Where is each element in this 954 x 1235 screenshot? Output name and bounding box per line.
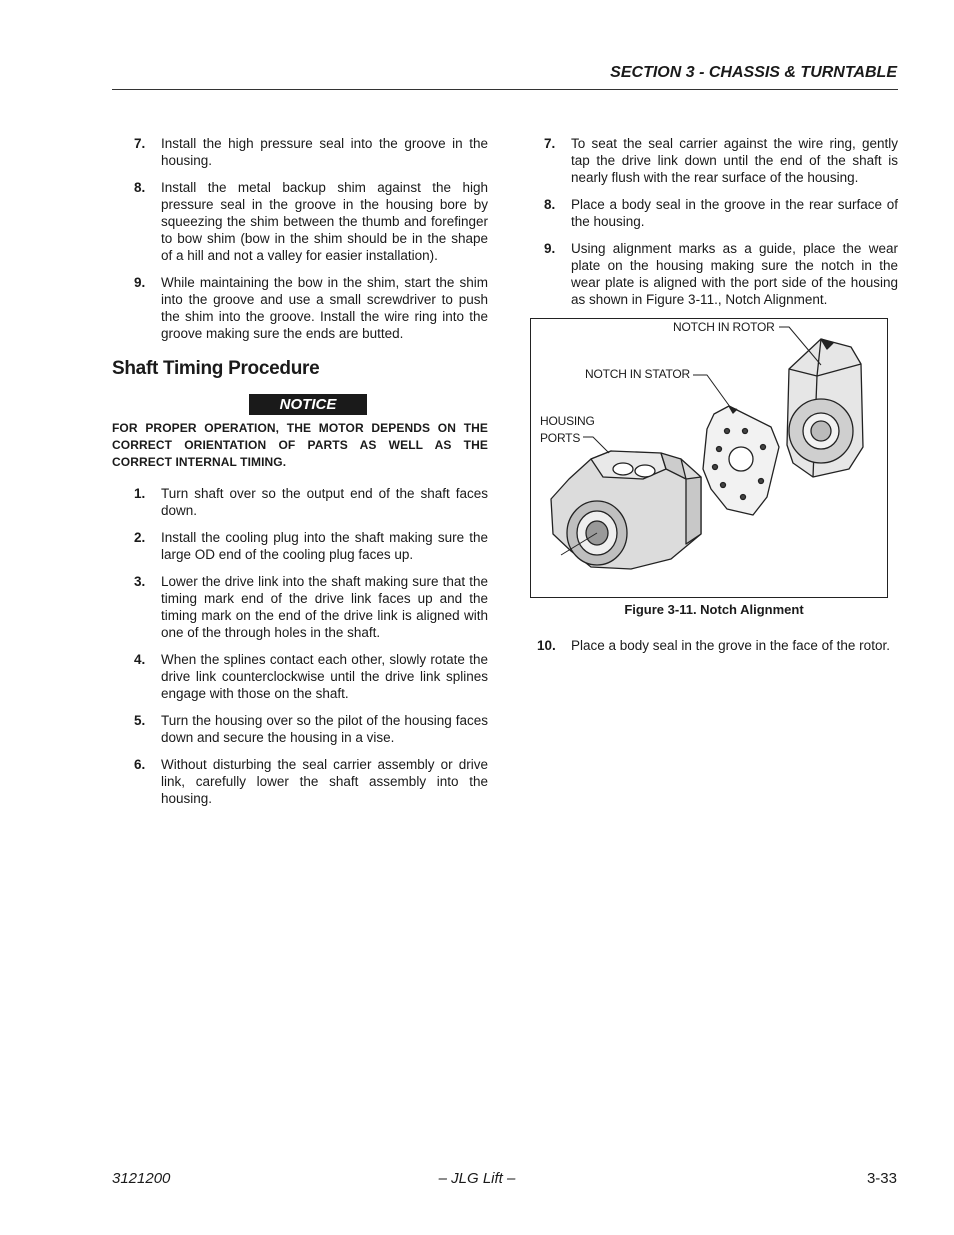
section-heading: Shaft Timing Procedure: [112, 358, 320, 379]
step-text: Lower the drive link into the shaft making sure that the timing mark end of the drive link faces up and the timing mark on the end of the drive link is aligned with one of the through holes in the shaft.: [161, 574, 488, 640]
step-text: Install the cooling plug into the shaft making sure the large OD end of the cooling plug faces up.: [161, 530, 488, 562]
motor-illustration: [531, 319, 887, 597]
step-2: [112, 529, 488, 563]
figure-notch-alignment: [530, 318, 888, 598]
step-text: When the splines contact each other, slowly rotate the drive link counterclockwise until the drive link splines engage with those on the shaft.: [161, 652, 488, 701]
label-housing: HOUSING: [540, 414, 595, 428]
step-9-right: [530, 240, 898, 308]
stator-plate: [703, 406, 779, 515]
step-number: 7.: [134, 136, 146, 151]
step-text: Without disturbing the seal carrier assembly or drive link, carefully lower the shaft assembly into the housing.: [161, 757, 488, 806]
step-text: Using alignment marks as a guide, place the wear plate on the housing making sure the notch in the wear plate is aligned with the port side of the housing as shown in Figure 3-11., Notch Alignment.: [571, 241, 898, 307]
notice-wrap: [112, 394, 488, 415]
step-number: 8.: [134, 180, 146, 195]
step-text: To seat the seal carrier against the wire ring, gently tap the drive link down until the end of the shaft is nearly flush with the rear surface of the housing.: [571, 136, 898, 185]
step-1: [112, 485, 488, 519]
step-4: [112, 651, 488, 702]
figure-caption: Figure 3-11. Notch Alignment: [624, 602, 804, 617]
footer-doc-number: 3121200: [112, 1170, 171, 1187]
footer-brand: – JLG Lift –: [438, 1170, 516, 1187]
step-6: [112, 756, 488, 807]
label-notch-rotor: NOTCH IN ROTOR: [673, 320, 775, 334]
notice-badge: NOTICE: [249, 394, 367, 415]
step-number: 9.: [544, 241, 556, 256]
step-number: 10.: [537, 638, 556, 653]
step-7-left: [112, 135, 488, 169]
step-number: 4.: [134, 652, 146, 667]
step-number: 6.: [134, 757, 146, 772]
housing-body: [551, 451, 701, 569]
step-text: Turn shaft over so the output end of the shaft faces down.: [161, 486, 488, 518]
step-9-left: [112, 274, 488, 342]
step-number: 3.: [134, 574, 146, 589]
step-number: 8.: [544, 197, 556, 212]
step-text: Place a body seal in the groove in the rear surface of the housing.: [571, 197, 898, 229]
label-ports: PORTS: [540, 431, 581, 445]
step-number: 7.: [544, 136, 556, 151]
step-5: [112, 712, 488, 746]
step-number: 1.: [134, 486, 146, 501]
step-number: 9.: [134, 275, 146, 290]
left-column: [112, 135, 488, 817]
right-column: [530, 135, 898, 664]
header-rule: [112, 89, 898, 90]
step-number: 5.: [134, 713, 146, 728]
notice-text: FOR PROPER OPERATION, THE MOTOR DEPENDS ON THE CORRECT ORIENTATION OF PARTS AS WELL AS THE CORRECT INTERNAL TIMING.: [112, 421, 488, 469]
step-7-right: [530, 135, 898, 186]
step-text: Install the high pressure seal into the groove in the housing.: [161, 136, 488, 168]
step-number: 2.: [134, 530, 146, 545]
footer-page-number: 3-33: [866, 1170, 897, 1187]
step-10: [530, 637, 898, 654]
step-text: Place a body seal in the grove in the face of the rotor.: [571, 638, 890, 653]
step-8-right: [530, 196, 898, 230]
rotor-plate: [787, 339, 863, 477]
step-text: While maintaining the bow in the shim, start the shim into the groove and use a small screwdriver to push the shim into the groove. Install the wire ring into the groove making sure the ends are butted.: [161, 275, 488, 341]
step-3: [112, 573, 488, 641]
step-text: Install the metal backup shim against the high pressure seal in the groove in the housing bore by squeezing the shim between the thumb and forefinger to bow shim (bow in the shim should be in the shape of a hill and not a valley for easier installation).: [161, 180, 488, 263]
step-8-left: [112, 179, 488, 264]
label-notch-stator: NOTCH IN STATOR: [585, 367, 691, 381]
section-title: SECTION 3 - CHASSIS & TURNTABLE: [610, 64, 897, 81]
step-text: Turn the housing over so the pilot of the housing faces down and secure the housing in a vise.: [161, 713, 488, 745]
